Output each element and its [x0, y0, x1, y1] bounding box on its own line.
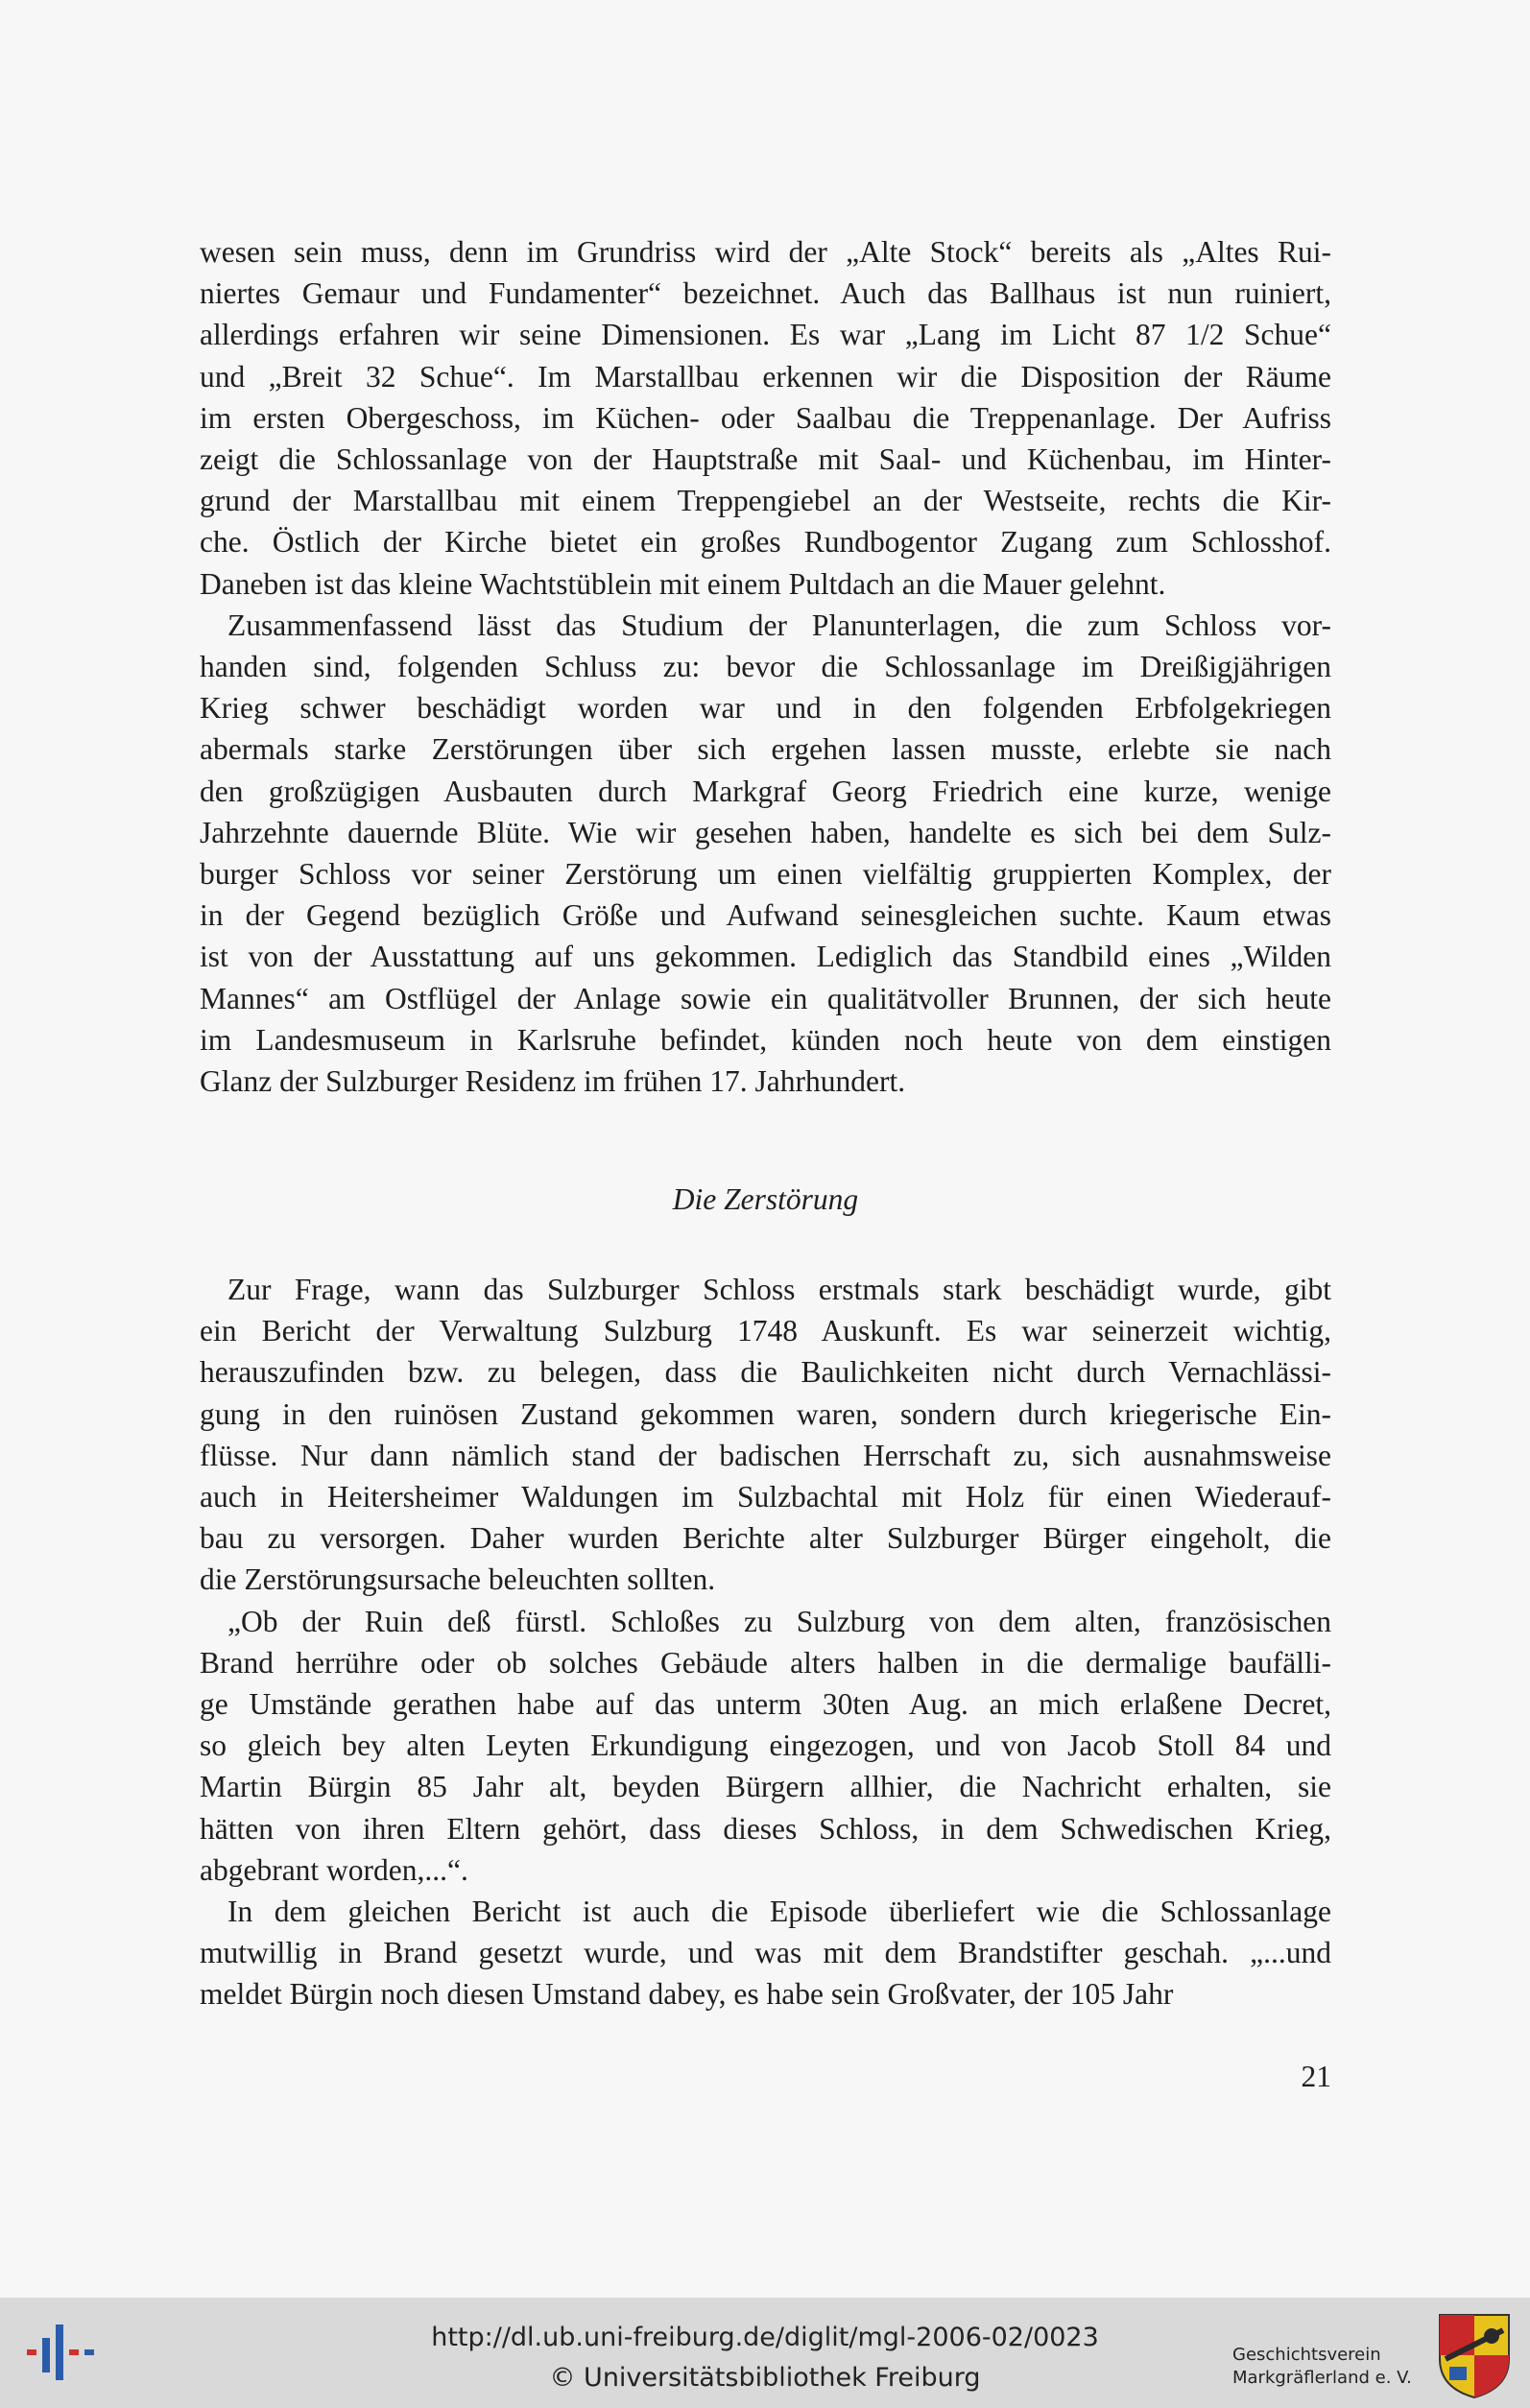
text-line: hätten von ihren Eltern gehört, dass dieses Schloss, in dem Schwedischen Krieg,	[200, 1811, 1331, 1846]
society-line-2: Markgräflerland e. V.	[1232, 2368, 1412, 2388]
text-line: che. Östlich der Kirche bietet ein großes Rundbogentor Zugang zum Schlosshof.	[200, 525, 1331, 560]
text-line: grund der Marstallbau mit einem Treppengiebel an der Westseite, rechts die Kir-	[200, 484, 1331, 518]
text-line: und „Breit 32 Schue“. Im Marstallbau erkennen wir die Disposition der Räume	[200, 359, 1331, 393]
text-line: den großzügigen Ausbauten durch Markgraf Georg Friedrich eine kurze, wenige	[200, 774, 1331, 808]
text-line: gung in den ruinösen Zustand gekommen waren, sondern durch kriegerische Ein-	[200, 1396, 1331, 1431]
footer-society-name	[1232, 2344, 1412, 2390]
text-line: im Landesmuseum in Karlsruhe befindet, künden noch heute von dem einstigen	[200, 1022, 1331, 1057]
footer-copyright: © Universitätsbibliothek Freiburg	[549, 2363, 981, 2393]
text-line: die Zerstörungsursache beleuchten sollten.	[200, 1562, 716, 1597]
top-paragraph	[200, 605, 1331, 1102]
text-line: In dem gleichen Bericht ist auch die Episode überliefert wie die Schlossanlage	[227, 1895, 1331, 1929]
text-line: meldet Bürgin noch diesen Umstand dabey, es habe sein Großvater, der 105 Jahr	[200, 1977, 1174, 2012]
coat-of-arms-icon[interactable]	[1436, 2311, 1513, 2399]
text-line: in der Gegend bezüglich Größe und Aufwand seinesgleichen suchte. Kaum etwas	[200, 898, 1331, 933]
text-block-top	[200, 231, 1331, 1102]
text-line: ge Umstände gerathen habe auf das unterm 30ten Aug. an mich erlaßene Decret,	[200, 1687, 1331, 1722]
text-line: flüsse. Nur dann nämlich stand der badischen Herrschaft zu, sich ausnahmsweise	[200, 1438, 1331, 1472]
text-line: im ersten Obergeschoss, im Küchen- oder Saalbau die Treppenanlage. Der Aufriss	[200, 400, 1331, 435]
text-line: ein Bericht der Verwaltung Sulzburg 1748 Auskunft. Es war seinerzeit wichtig,	[200, 1314, 1331, 1348]
text-line: Glanz der Sulzburger Residenz im frühen 17. Jahrhundert.	[200, 1064, 906, 1099]
text-line: bau zu versorgen. Daher wurden Berichte alter Sulzburger Bürger eingeholt, die	[200, 1521, 1331, 1556]
text-line: Brand herrühre oder ob solches Gebäude alters halben in die dermalige baufälli-	[200, 1645, 1331, 1680]
top-paragraph	[200, 231, 1331, 605]
text-line: „Ob der Ruin deß fürstl. Schloßes zu Sulzburg von dem alten, französischen	[227, 1604, 1331, 1638]
text-line: Zur Frage, wann das Sulzburger Schloss erstmals stark beschädigt wurde, gibt	[227, 1273, 1331, 1306]
text-line: Jahrzehnte dauernde Blüte. Wie wir gesehen haben, handelte es sich bei dem Sulz-	[200, 815, 1331, 849]
bottom-paragraph	[200, 1891, 1331, 2015]
text-line: ist von der Ausstattung auf uns gekommen. Lediglich das Standbild eines „Wilden	[200, 940, 1331, 974]
text-line: abgebrant worden,...“.	[200, 1852, 468, 1887]
text-line: allerdings erfahren wir seine Dimensionen. Es war „Lang im Licht 87 1/2 Schue“	[200, 318, 1331, 352]
viewer-footer	[0, 2298, 1530, 2408]
section-heading: Die Zerstörung	[672, 1182, 859, 1216]
text-line: Martin Bürgin 85 Jahr alt, beyden Bürgern allhier, die Nachricht erhalten, sie	[200, 1770, 1331, 1804]
text-line: burger Schloss vor seiner Zerstörung um einen vielfältig gruppierten Komplex, der	[200, 857, 1331, 892]
text-line: Krieg schwer beschädigt worden war und in den folgenden Erbfolgekriegen	[200, 691, 1331, 726]
page-number: 21	[1301, 2060, 1331, 2093]
text-line: herauszufinden bzw. zu belegen, dass die Baulichkeiten nicht durch Vernachlässi-	[200, 1355, 1331, 1390]
text-line: Daneben ist das kleine Wachtstüblein mit einem Pultdach an die Mauer gelehnt.	[200, 566, 1166, 601]
text-line: auch in Heitersheimer Waldungen im Sulzbachtal mit Holz für einen Wiederauf-	[200, 1480, 1331, 1514]
footer-url-link[interactable]: http://dl.ub.uni-freiburg.de/diglit/mgl-2006-02/0023	[431, 2323, 1099, 2352]
text-line: Zusammenfassend lässt das Studium der Planunterlagen, die zum Schloss vor-	[227, 608, 1331, 642]
society-line-1: Geschichtsverein	[1232, 2345, 1381, 2365]
text-line: so gleich bey alten Leyten Erkundigung eingezogen, und von Jacob Stoll 84 und	[200, 1729, 1331, 1763]
text-line: zeigt die Schlossanlage von der Hauptstraße mit Saal- und Küchenbau, im Hinter-	[200, 442, 1331, 477]
bottom-paragraph	[200, 1269, 1331, 1601]
text-line: Mannes“ am Ostflügel der Anlage sowie ein qualitätvoller Brunnen, der sich heute	[200, 981, 1331, 1015]
text-block-bottom	[200, 1269, 1331, 2015]
text-line: wesen sein muss, denn im Grundriss wird der „Alte Stock“ bereits als „Altes Rui-	[200, 235, 1331, 269]
text-line: niertes Gemaur und Fundamenter“ bezeichnet. Auch das Ballhaus ist nun ruiniert,	[200, 276, 1331, 311]
text-line: abermals starke Zerstörungen über sich ergehen lassen musste, erlebte sie nach	[200, 732, 1331, 767]
text-line: handen sind, folgenden Schluss zu: bevor die Schlossanlage im Dreißigjährigen	[200, 650, 1331, 684]
text-line: mutwillig in Brand gesetzt wurde, und was mit dem Brandstifter geschah. „...und	[200, 1936, 1331, 1970]
bottom-paragraph	[200, 1601, 1331, 1891]
